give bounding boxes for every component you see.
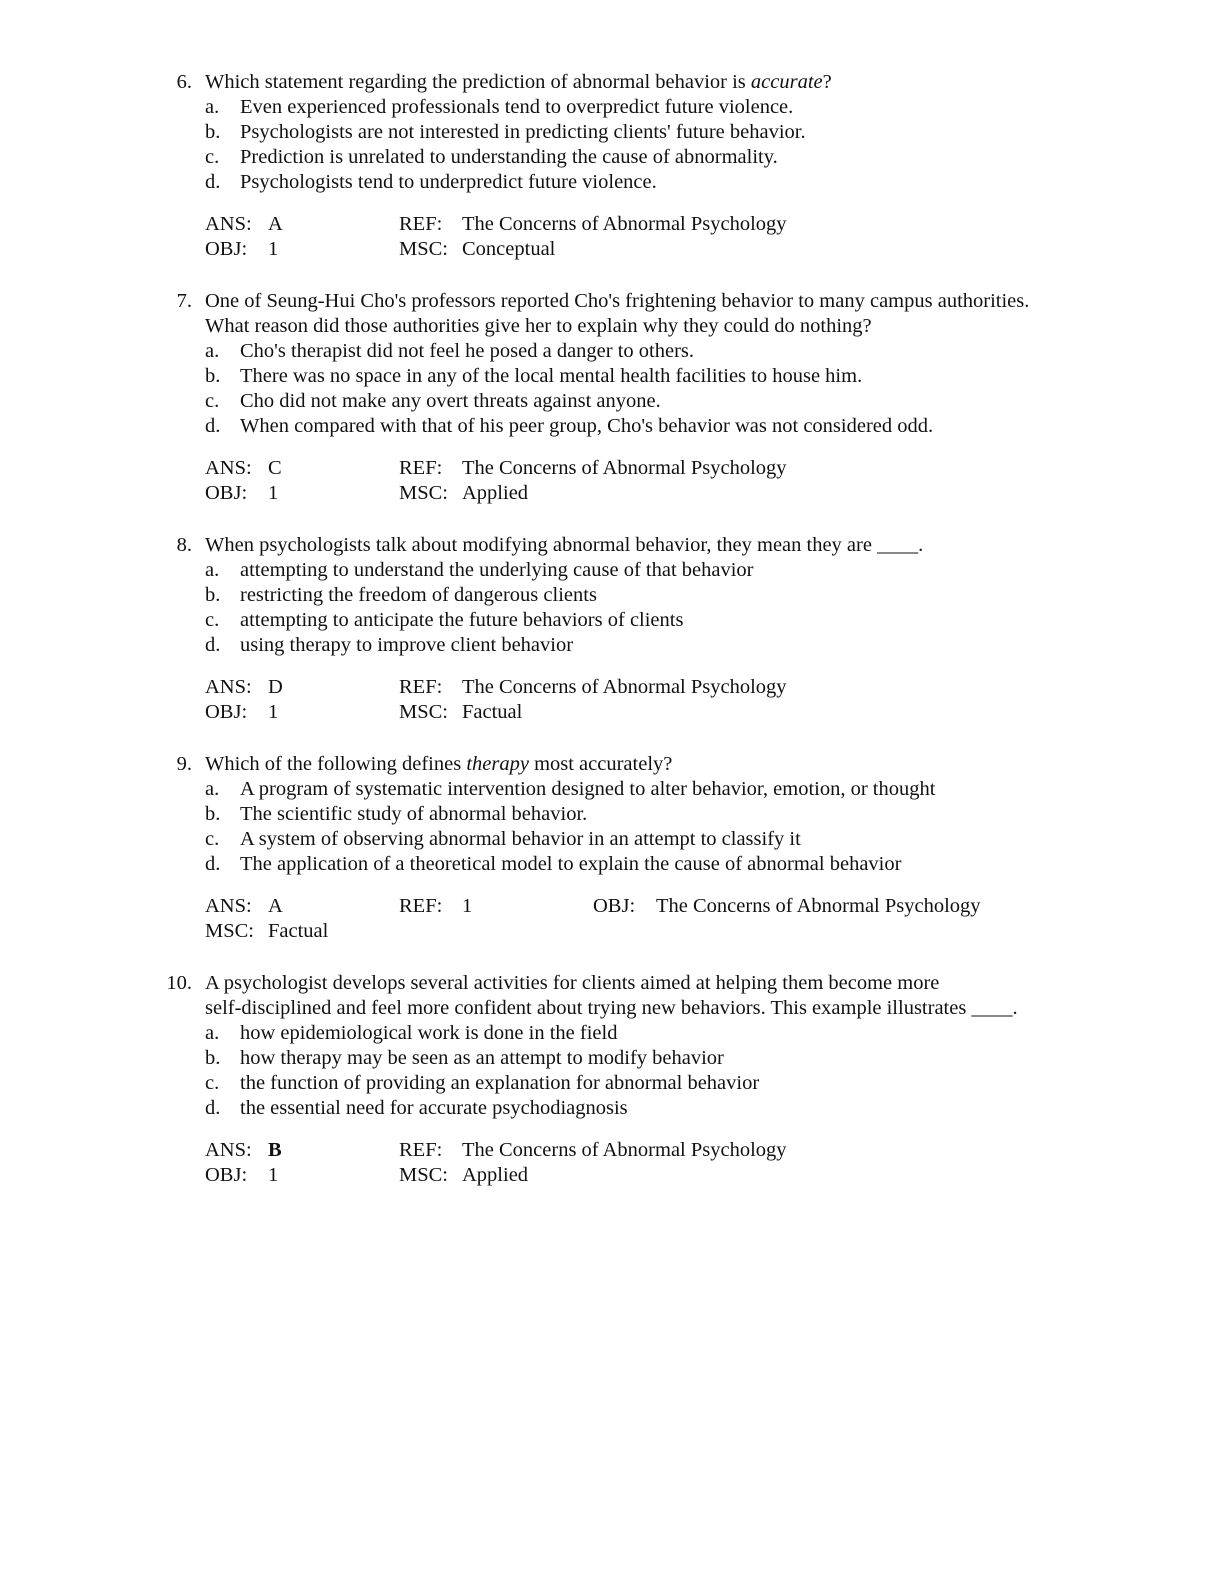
question-6 xyxy=(0,70,1224,262)
option-c: c. A system of observing abnormal behavior in an attempt to classify it xyxy=(205,828,801,850)
question-number: 10. xyxy=(166,972,192,994)
answer-metadata xyxy=(0,212,1224,262)
option-d: d. Psychologists tend to underpredict future violence. xyxy=(205,171,657,193)
option-d: d. When compared with that of his peer group, Cho's behavior was not considered odd. xyxy=(205,415,934,437)
msc-field: MSC: Conceptual xyxy=(399,238,556,260)
answer-options xyxy=(0,777,1224,877)
msc-field: MSC: Factual xyxy=(205,920,329,942)
question-9 xyxy=(0,752,1224,944)
question-stem-row xyxy=(0,752,1224,777)
question-stem-line-2: What reason did those authorities give her to explain why they could do nothing? xyxy=(205,315,872,337)
obj-field: OBJ: 1 xyxy=(205,1164,279,1186)
question-stem-row xyxy=(0,971,1224,1021)
document-page xyxy=(0,70,1224,1215)
answer-metadata xyxy=(0,894,1224,944)
ref-field: REF: The Concerns of Abnormal Psychology xyxy=(399,457,787,479)
option-a: a. A program of systematic intervention designed to alter behavior, emotion, or thought xyxy=(205,778,936,800)
question-number: 9. xyxy=(176,753,192,775)
ref-field: REF: The Concerns of Abnormal Psychology xyxy=(399,676,787,698)
question-10 xyxy=(0,971,1224,1188)
option-b: b. There was no space in any of the local mental health facilities to house him. xyxy=(205,365,863,387)
option-c: c. Prediction is unrelated to understanding the cause of abnormality. xyxy=(205,146,778,168)
question-stem-row xyxy=(0,289,1224,339)
msc-field: MSC: Factual xyxy=(399,701,523,723)
question-number: 8. xyxy=(176,534,192,556)
option-c: c. the function of providing an explanation for abnormal behavior xyxy=(205,1072,760,1094)
question-stem-row xyxy=(0,533,1224,558)
answer-options xyxy=(0,1021,1224,1121)
option-c: c. Cho did not make any overt threats against anyone. xyxy=(205,390,661,412)
question-number: 7. xyxy=(176,290,192,312)
question-number: 6. xyxy=(176,71,192,93)
option-b: b. The scientific study of abnormal behavior. xyxy=(205,803,588,825)
ans-field: ANS: B xyxy=(205,1139,282,1161)
question-stem-line-1: A psychologist develops several activities for clients aimed at helping them become more xyxy=(205,972,940,994)
answer-metadata xyxy=(0,675,1224,725)
obj-field: OBJ: 1 xyxy=(205,238,279,260)
question-stem: Which statement regarding the prediction of abnormal behavior is accurate? xyxy=(205,71,832,93)
option-b: b. restricting the freedom of dangerous clients xyxy=(205,584,597,606)
msc-field: MSC: Applied xyxy=(399,482,529,504)
question-stem: Which of the following defines therapy most accurately? xyxy=(205,753,673,775)
option-b: b. how therapy may be seen as an attempt to modify behavior xyxy=(205,1047,724,1069)
option-b: b. Psychologists are not interested in predicting clients' future behavior. xyxy=(205,121,806,143)
msc-field: MSC: Applied xyxy=(399,1164,529,1186)
option-d: d. the essential need for accurate psychodiagnosis xyxy=(205,1097,628,1119)
option-d: d. The application of a theoretical model to explain the cause of abnormal behavior xyxy=(205,853,902,875)
ref-field: REF: The Concerns of Abnormal Psychology xyxy=(399,213,787,235)
ans-field: ANS: A xyxy=(205,213,283,235)
option-a: a. how epidemiological work is done in the field xyxy=(205,1022,618,1044)
question-8 xyxy=(0,533,1224,725)
option-a: a. Cho's therapist did not feel he posed a danger to others. xyxy=(205,340,695,362)
option-c: c. attempting to anticipate the future behaviors of clients xyxy=(205,609,684,631)
answer-options xyxy=(0,339,1224,439)
question-stem-row xyxy=(0,70,1224,95)
ans-field: ANS: D xyxy=(205,676,283,698)
question-stem: When psychologists talk about modifying abnormal behavior, they mean they are ____. xyxy=(205,534,924,556)
question-stem-line-1: One of Seung-Hui Cho's professors reported Cho's frightening behavior to many campus authorities. xyxy=(205,290,1030,312)
answer-metadata xyxy=(0,456,1224,506)
obj-field: OBJ: 1 xyxy=(205,701,279,723)
ans-field: ANS: C xyxy=(205,457,282,479)
answer-options xyxy=(0,558,1224,658)
obj-field: OBJ: 1 xyxy=(205,482,279,504)
question-7 xyxy=(0,289,1224,506)
answer-options xyxy=(0,95,1224,195)
option-a: a. attempting to understand the underlying cause of that behavior xyxy=(205,559,754,581)
option-a: a. Even experienced professionals tend to overpredict future violence. xyxy=(205,96,794,118)
obj-field: OBJ: The Concerns of Abnormal Psychology xyxy=(593,895,981,917)
question-stem-line-2: self-disciplined and feel more confident about trying new behaviors. This example illustrates ____. xyxy=(205,997,1018,1019)
ref-field: REF: 1 xyxy=(399,895,473,917)
ref-field: REF: The Concerns of Abnormal Psychology xyxy=(399,1139,787,1161)
answer-metadata xyxy=(0,1138,1224,1188)
ans-field: ANS: A xyxy=(205,895,283,917)
option-d: d. using therapy to improve client behavior xyxy=(205,634,574,656)
